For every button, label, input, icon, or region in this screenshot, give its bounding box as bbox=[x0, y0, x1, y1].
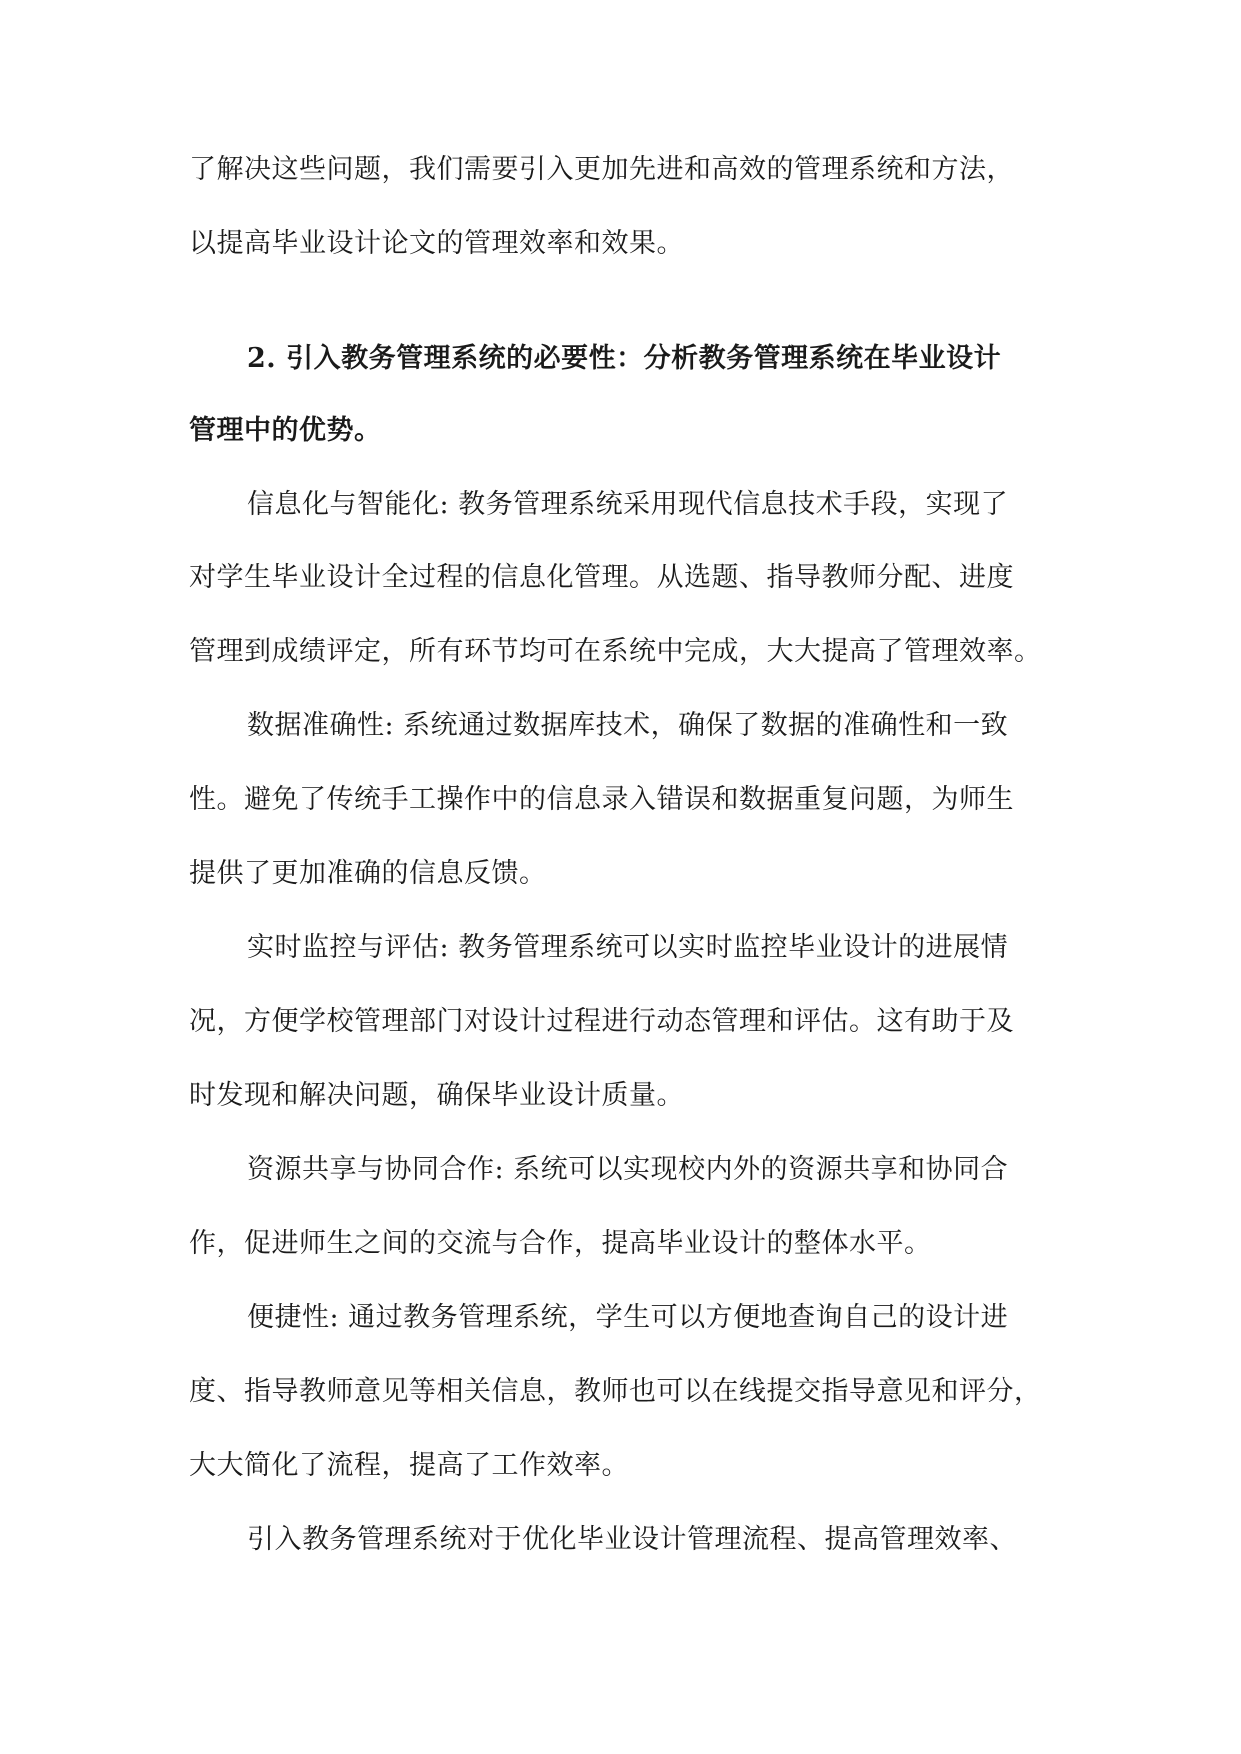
paragraph-line: 对学生毕业设计全过程的信息化管理。从选题、指导教师分配、进度 bbox=[189, 562, 1014, 593]
paragraph-line: 作，促进师生之间的交流与合作，提高毕业设计的整体水平。 bbox=[189, 1228, 932, 1259]
section-heading-line: 2. 引入教务管理系统的必要性：分析教务管理系统在毕业设计 bbox=[247, 343, 1002, 374]
paragraph-line: 性。避免了传统手工操作中的信息录入错误和数据重复问题，为师生 bbox=[189, 784, 1014, 815]
paragraph-line: 资源共享与协同合作: 系统可以实现校内外的资源共享和协同合 bbox=[247, 1154, 1009, 1185]
paragraph-line: 便捷性: 通过教务管理系统，学生可以方便地查询自己的设计进 bbox=[247, 1302, 1009, 1333]
paragraph-line: 了解决这些问题，我们需要引入更加先进和高效的管理系统和方法， bbox=[189, 154, 1014, 185]
paragraph-line: 度、指导教师意见等相关信息，教师也可以在线提交指导意见和评分， bbox=[189, 1376, 1042, 1407]
section-heading-line: 管理中的优势。 bbox=[189, 415, 382, 446]
paragraph-line: 实时监控与评估: 教务管理系统可以实时监控毕业设计的进展情 bbox=[247, 932, 1009, 963]
paragraph-line: 以提高毕业设计论文的管理效率和效果。 bbox=[189, 228, 684, 259]
paragraph-line: 时发现和解决问题，确保毕业设计质量。 bbox=[189, 1080, 684, 1111]
paragraph-line: 提供了更加准确的信息反馈。 bbox=[189, 858, 547, 889]
paragraph-line: 大大简化了流程，提高了工作效率。 bbox=[189, 1450, 629, 1481]
paragraph-line: 数据准确性: 系统通过数据库技术，确保了数据的准确性和一致 bbox=[247, 710, 1009, 741]
paragraph-line: 引入教务管理系统对于优化毕业设计管理流程、提高管理效率、 bbox=[247, 1524, 1017, 1555]
paragraph-line: 管理到成绩评定，所有环节均可在系统中完成，大大提高了管理效率。 bbox=[189, 636, 1042, 667]
paragraph-line: 信息化与智能化: 教务管理系统采用现代信息技术手段，实现了 bbox=[247, 489, 1009, 520]
paragraph-line: 况，方便学校管理部门对设计过程进行动态管理和评估。这有助于及 bbox=[189, 1006, 1014, 1037]
